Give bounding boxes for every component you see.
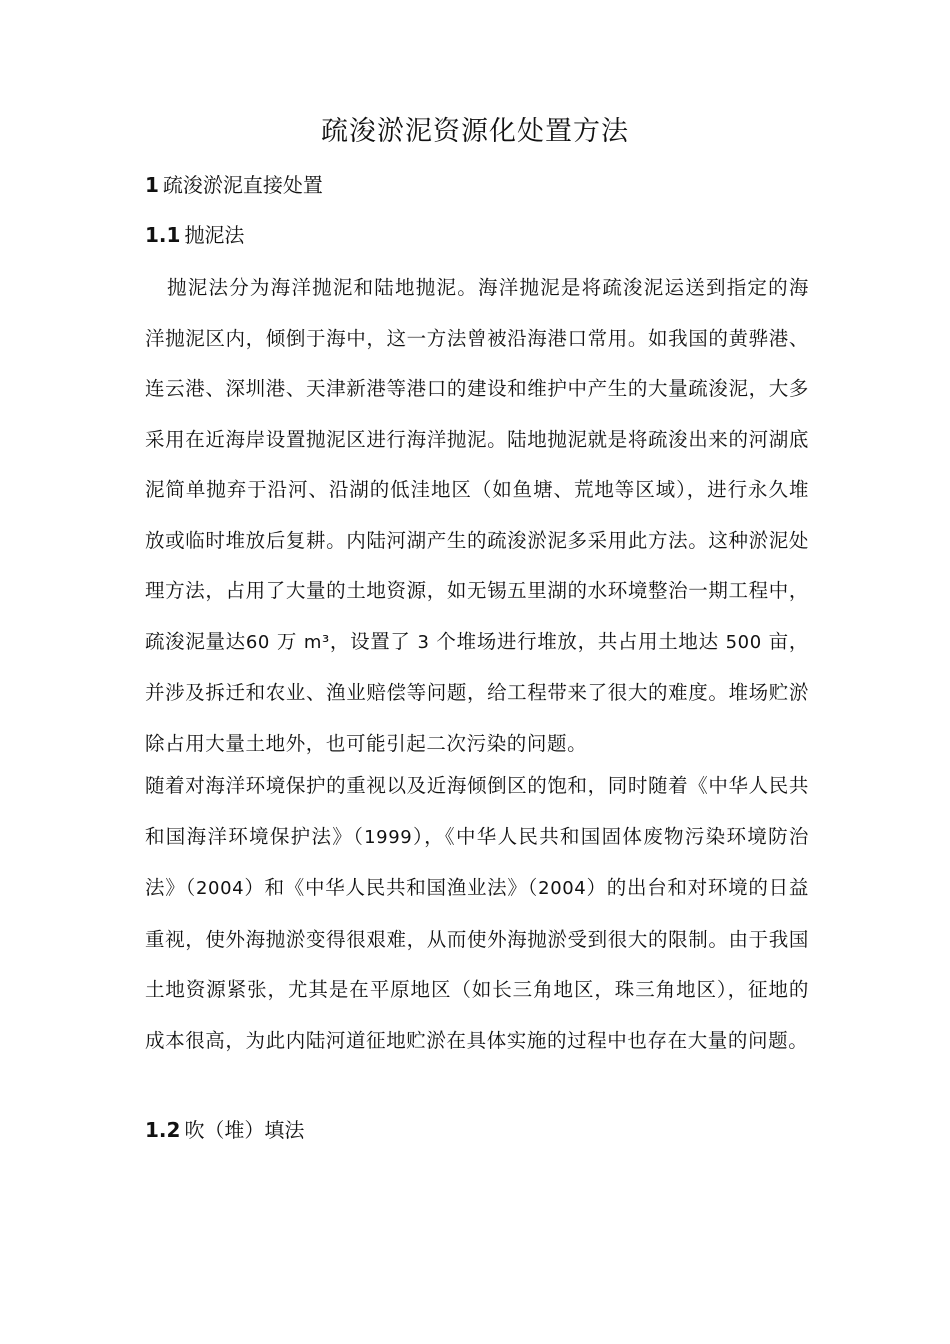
section-title: 疏浚淤泥直接处置 bbox=[162, 173, 323, 197]
unit-value: m³ bbox=[303, 631, 330, 653]
section-number: 1.1 bbox=[145, 223, 181, 247]
number-value: 500 bbox=[725, 631, 762, 653]
paragraph-text: 抛泥法分为海洋抛泥和陆地抛泥。海洋抛泥是将疏浚泥运送到指定的海洋抛泥区内，倾倒于海中，这一方法曾被沿海港口常用。如我国的黄骅港、连云港、深圳港、天津新港等港口的建设和维护中产生的大量疏浚泥，大多采用在近海岸设置抛泥区进行海洋抛泥。陆地抛泥就是将疏浚出来的河湖底泥简单抛弃于沿河、沿湖的低洼地区（如鱼塘、荒地等区域），进行永久堆放或临时堆放后复耕。内陆河湖产生的疏浚淤泥多采用此方法。这种淤泥处理方法，占用了大量的土地资源，如无锡五里湖的水环境整治一期工程中，疏浚泥量达 bbox=[145, 276, 809, 653]
paragraph-text: 万 bbox=[276, 629, 297, 653]
section-heading-1 bbox=[145, 170, 323, 200]
section-title: 抛泥法 bbox=[184, 223, 245, 247]
paragraph-text: 个堆场进行堆放，共占用土地达 bbox=[436, 629, 719, 653]
paragraph-text: ），《中华人民共和国固体废物污染环境防治法》（ bbox=[145, 824, 809, 899]
paragraph-text: ）的出台和对环境的日益重视，使外海抛淤变得很艰难，从而使外海抛淤受到很大的限制。由于我国土地资源紧张，尤其是在平原地区（如长三角地区，珠三角地区），征地的成本很高，为此内陆河道征地贮淤在具体实施的过程中也存在大量的问题。 bbox=[145, 876, 809, 1052]
document-title: 疏浚淤泥资源化处置方法 bbox=[321, 116, 629, 147]
paragraph-text: ）和《中华人民共和国渔业法》（ bbox=[244, 876, 539, 899]
section-heading-1-2 bbox=[145, 1115, 304, 1145]
number-value: 3 bbox=[417, 631, 430, 653]
paragraph-dumping-method bbox=[145, 263, 809, 769]
paragraph-text: 亩，并涉及拆迁和农业、渔业赔偿等问题，给工程带来了很大的难度。堆场贮淤除占用大量土地外，也可能引起二次污染的问题。 bbox=[145, 629, 809, 755]
paragraph-text: 随着对海洋环境保护的重视以及近海倾倒区的饱和，同时随着《中华人民共和国海洋环境保护法》（ bbox=[145, 774, 809, 848]
section-number: 1.2 bbox=[145, 1118, 181, 1142]
paragraph-text: ，设置了 bbox=[329, 629, 411, 653]
section-number: 1 bbox=[145, 173, 159, 197]
section-heading-1-1 bbox=[145, 220, 244, 250]
year-value: 2004 bbox=[538, 878, 587, 899]
number-value: 60 bbox=[245, 631, 270, 653]
paragraph-regulations bbox=[145, 761, 809, 1066]
year-value: 2004 bbox=[195, 878, 245, 899]
year-value: 1999 bbox=[364, 826, 413, 848]
section-title: 吹（堆）填法 bbox=[184, 1118, 305, 1142]
